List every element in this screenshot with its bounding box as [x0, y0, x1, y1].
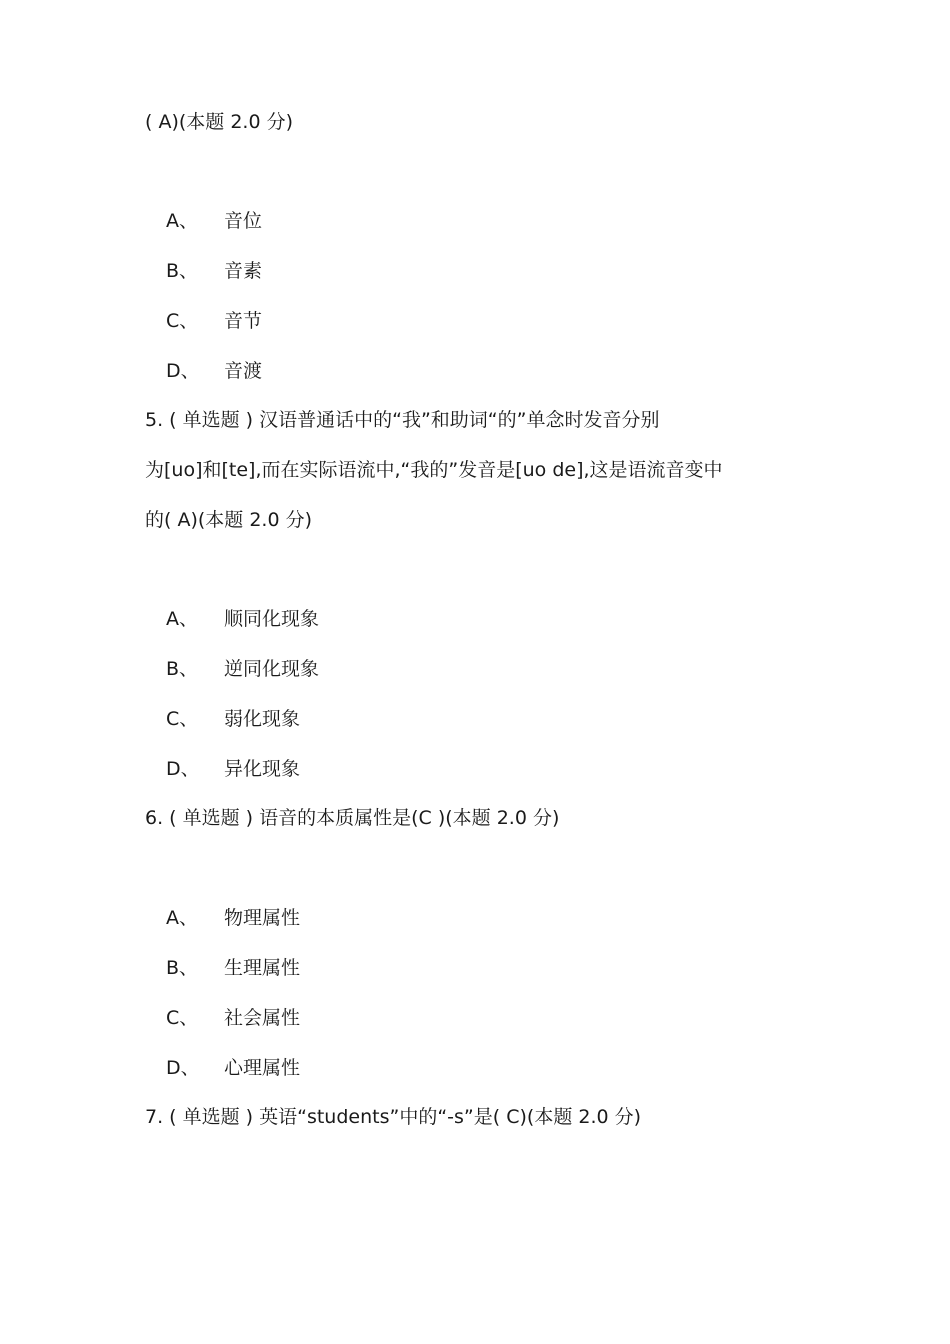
- question-7-line-1: 7. ( 单选题 ) 英语“students”中的“-s”是( C)(本题 2.0 分): [145, 1106, 642, 1128]
- question-4-answer-line: ( A)(本题 2.0 分): [145, 111, 293, 133]
- question-6-option-b: [166, 954, 300, 982]
- question-6-option-d: [166, 1054, 300, 1082]
- option-letter: D、: [166, 758, 200, 780]
- option-letter: B、: [166, 957, 199, 979]
- option-text: 音渡: [224, 360, 263, 382]
- question-5-line-3: 的( A)(本题 2.0 分): [145, 509, 312, 531]
- option-text: 社会属性: [224, 1007, 301, 1029]
- option-text: 物理属性: [224, 907, 301, 929]
- option-text: 音素: [224, 260, 263, 282]
- question-5-line-1: 5. ( 单选题 ) 汉语普通话中的“我”和助词“的”单念时发音分别: [145, 409, 660, 431]
- question-5-option-b: [166, 655, 319, 683]
- question-6-option-a: [166, 904, 300, 932]
- question-6-line-1: 6. ( 单选题 ) 语音的本质属性是(C )(本题 2.0 分): [145, 807, 560, 829]
- option-text: 弱化现象: [224, 708, 301, 730]
- question-5-option-d: [166, 755, 300, 783]
- option-letter: A、: [166, 608, 198, 630]
- option-text: 音位: [224, 210, 263, 232]
- option-letter: A、: [166, 210, 198, 232]
- question-4-option-b: [166, 257, 262, 285]
- option-letter: D、: [166, 1057, 200, 1079]
- question-4-option-a: [166, 207, 262, 235]
- option-letter: C、: [166, 310, 199, 332]
- option-text: 音节: [224, 310, 263, 332]
- option-text: 心理属性: [224, 1057, 301, 1079]
- option-text: 异化现象: [224, 758, 301, 780]
- option-letter: B、: [166, 260, 199, 282]
- question-5-option-c: [166, 705, 300, 733]
- question-6-option-c: [166, 1004, 300, 1032]
- option-text: 生理属性: [224, 957, 301, 979]
- option-letter: C、: [166, 1007, 199, 1029]
- option-letter: B、: [166, 658, 199, 680]
- question-5-line-2: 为[uo]和[te],而在实际语流中,“我的”发音是[uo de],这是语流音变中: [145, 459, 723, 481]
- option-text: 逆同化现象: [224, 658, 320, 680]
- option-letter: C、: [166, 708, 199, 730]
- question-4-option-c: [166, 307, 262, 335]
- option-letter: D、: [166, 360, 200, 382]
- option-letter: A、: [166, 907, 198, 929]
- question-5-option-a: [166, 605, 319, 633]
- option-text: 顺同化现象: [224, 608, 320, 630]
- question-4-option-d: [166, 357, 262, 385]
